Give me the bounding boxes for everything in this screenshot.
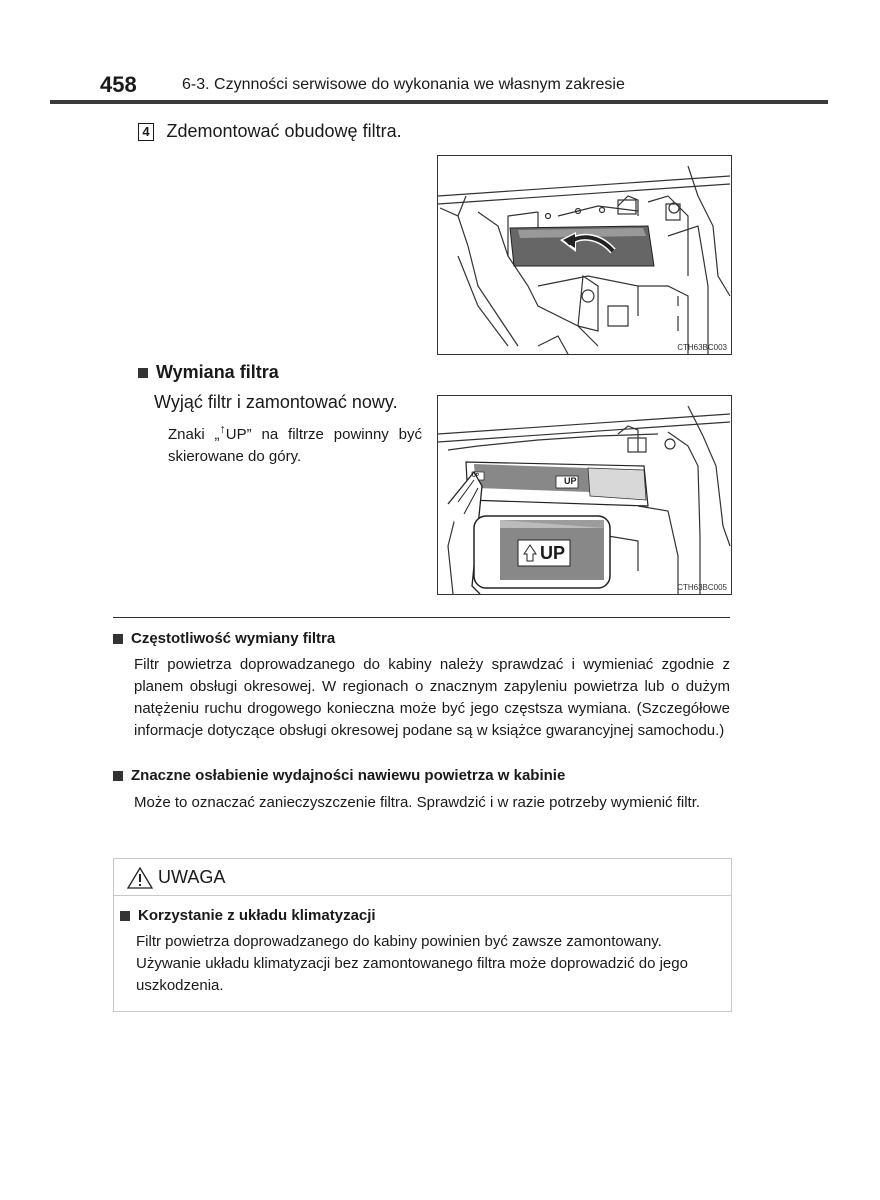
info-body-frequency: Filtr powietrza doprowadzanego do kabiny należy sprawdzać i wymieniać zgodnie z planem obsługi okresowej. W regionach o znacznym zapyleniu powietrza lub o dużym natężeniu ruchu drogowego konieczna może być jego częstsza wymiana. (Szczegółowe informacje dotyczące obsługi okresowej podane są w książce gwarancyjnej samochodu.) (134, 656, 730, 739)
bullet-square-icon (120, 911, 130, 921)
note-prefix: Znaki „ (168, 426, 220, 443)
replace-heading (138, 362, 279, 383)
replace-title: Wymiana filtra (156, 362, 279, 382)
replace-instruction: Wyjąć filtr i zamontować nowy. (154, 392, 398, 412)
up-arrow-icon: ↑ (219, 422, 226, 436)
filter-housing-illustration (438, 156, 731, 354)
header-rule (50, 100, 828, 104)
figure-filter-orientation (437, 395, 732, 595)
section-divider (113, 617, 730, 618)
bullet-square-icon (113, 771, 123, 781)
section-title: 6-3. Czynności serwisowe do wykonania we własnym zakresie (182, 76, 625, 93)
figure-caption: CTH63BC003 (677, 343, 727, 352)
up-label-large: UP (540, 543, 566, 563)
bullet-square-icon (138, 368, 148, 378)
warning-header (114, 859, 731, 896)
warning-box (113, 858, 732, 1012)
up-label-small: UP (472, 473, 479, 479)
info-title: Częstotliwość wymiany filtra (131, 630, 336, 647)
filter-orientation-illustration (438, 396, 731, 594)
info-body-airflow: Może to oznaczać zanieczyszczenie filtra. Sprawdzić i w razie potrzeby wymienić filtr. (134, 794, 701, 811)
figure-remove-filter-housing (437, 155, 732, 355)
warning-triangle-icon (126, 866, 154, 890)
warning-subtitle-row (120, 907, 376, 924)
up-label-medium: UP (564, 476, 577, 486)
step-text: Zdemontować obudowę filtra. (166, 121, 402, 141)
page-number: 458 (100, 72, 137, 97)
figure-caption: CTH63BC005 (677, 583, 727, 592)
warning-title: UWAGA (158, 867, 226, 887)
info-title: Znaczne osłabienie wydajności nawiewu powietrza w kabinie (131, 767, 566, 784)
warning-body: Filtr powietrza doprowadzanego do kabiny powinien być zawsze zamontowany. Używanie układu klimatyzacji bez zamontowanego filtra może doprowadzić do jego uszkodzenia. (136, 933, 688, 994)
warning-subtitle: Korzystanie z układu klimatyzacji (138, 907, 376, 924)
step-number: 4 (138, 123, 154, 141)
bullet-square-icon (113, 634, 123, 644)
info-heading-airflow (113, 767, 565, 784)
note-rest: UP” na filtrze powinny być skierowane do góry. (168, 426, 422, 465)
info-heading-frequency (113, 630, 335, 647)
replace-note (168, 418, 422, 468)
step-row (138, 121, 402, 142)
